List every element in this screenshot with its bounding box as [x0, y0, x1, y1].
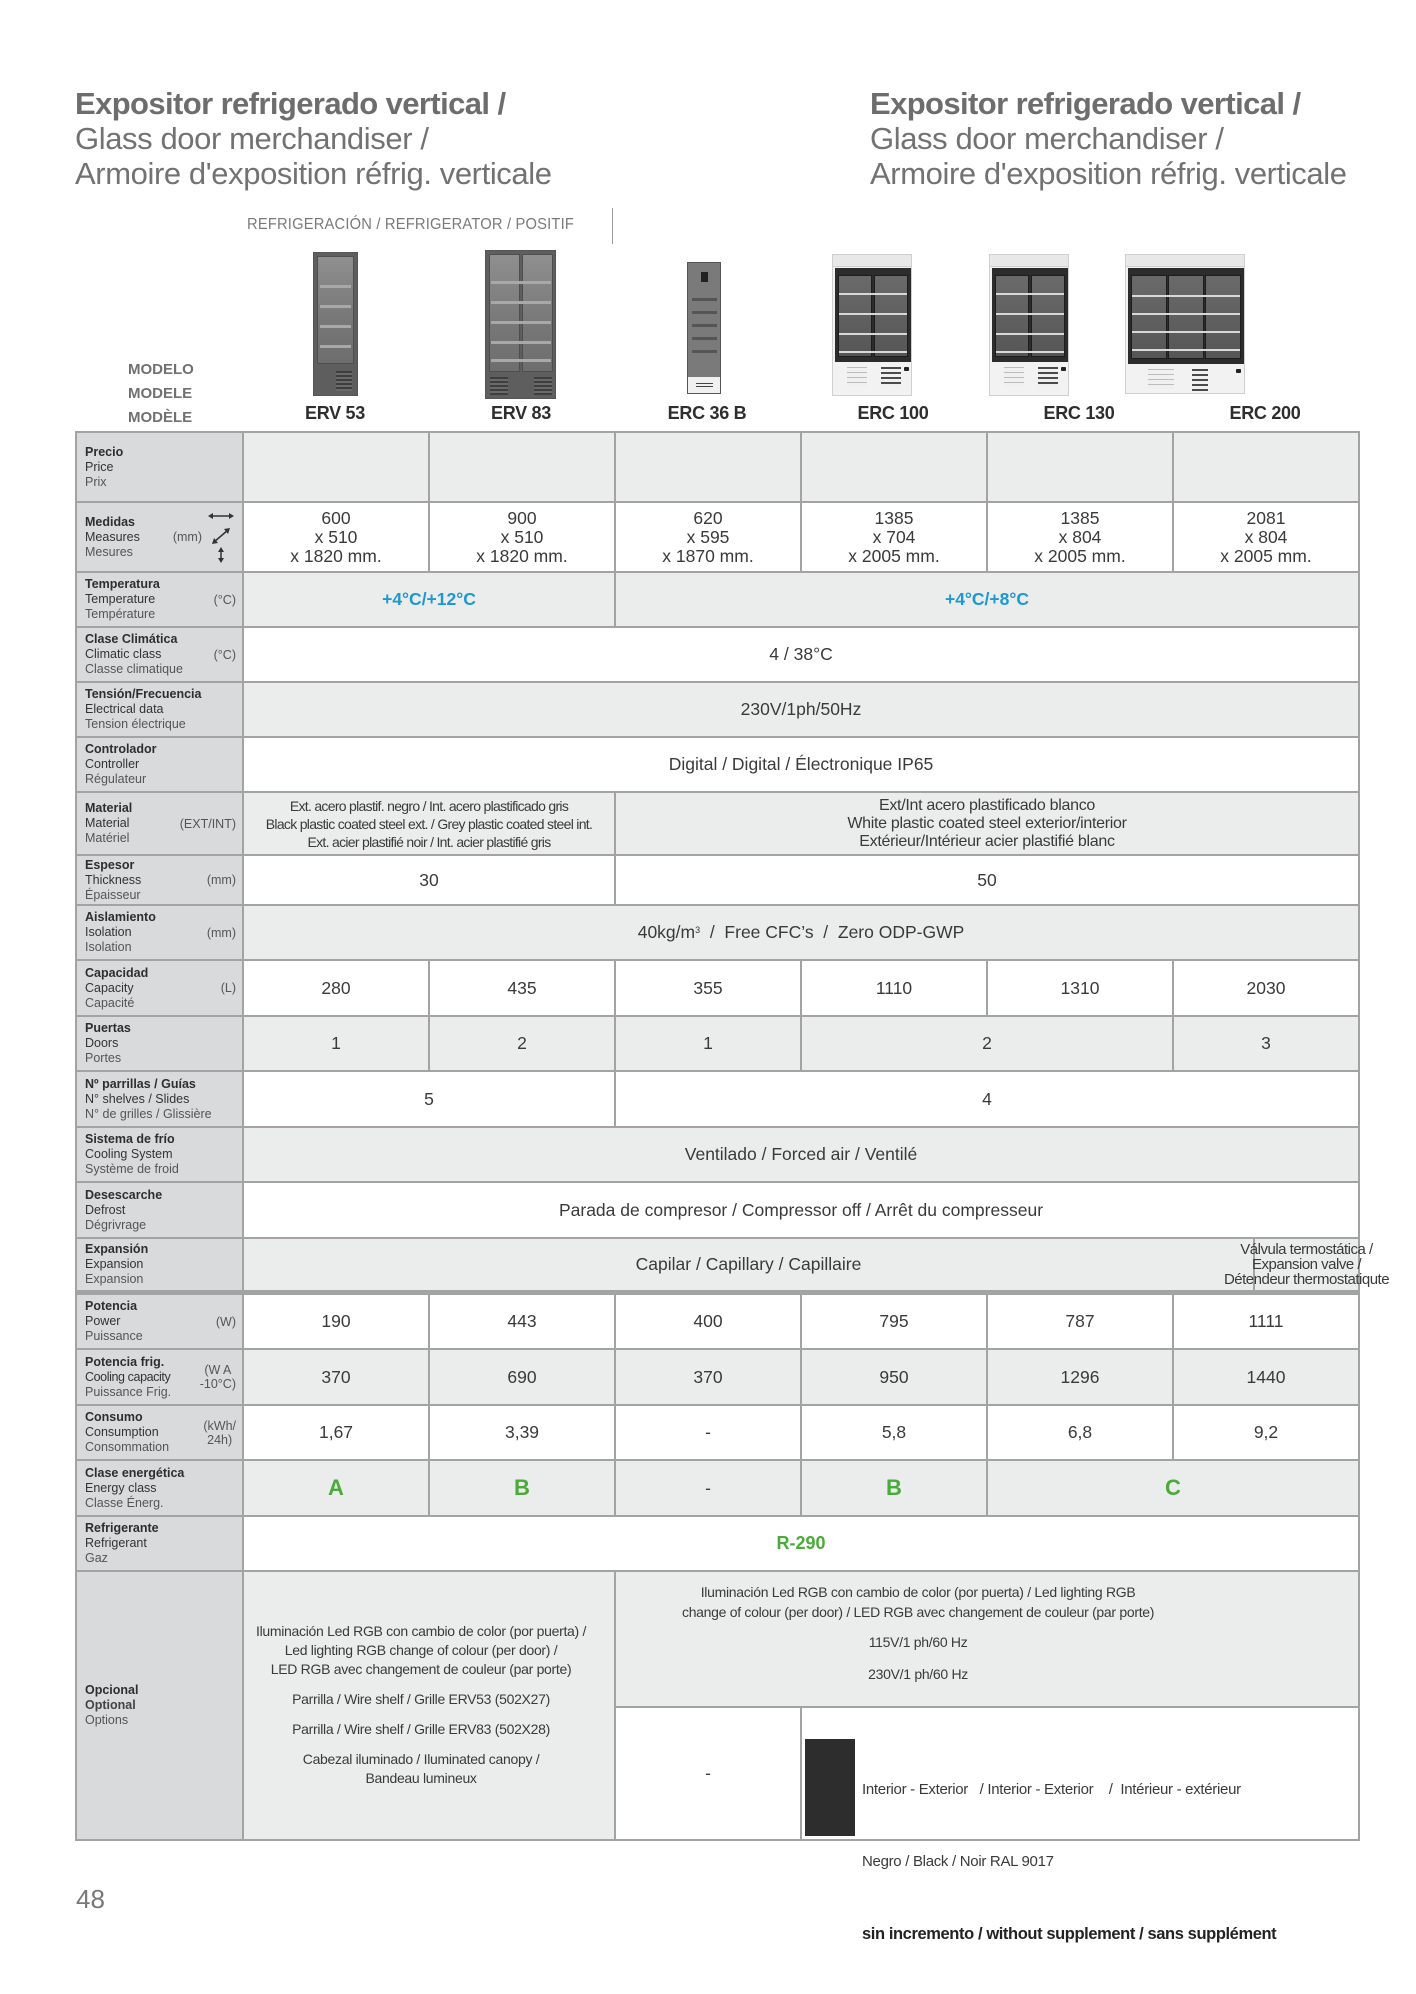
row-label-isolation: Aislamiento Isolation Isolation (mm) [77, 906, 244, 961]
capacity-erc200: 2030 [1174, 961, 1358, 1017]
doors-erc100-130: 2 [802, 1017, 1174, 1072]
product-image-erc200 [1125, 254, 1245, 394]
thickness-erc: 50 [616, 856, 1358, 906]
consumption-erc100: 5,8 [802, 1406, 988, 1461]
color-swatch-black [805, 1739, 855, 1836]
title-spanish: Expositor refrigerado vertical / [870, 86, 1301, 121]
color-option-placement: Interior - Exterior / Interior - Exterior / Intérieur - extérieur [862, 1781, 1241, 1798]
capacity-erc36b: 355 [616, 961, 802, 1017]
cooling-system-value: Ventilado / Forced air / Ventilé [244, 1128, 1358, 1183]
model-name-erc36b: ERC 36 B [667, 403, 747, 423]
row-label-doors: Puertas Doors Portes [77, 1017, 244, 1072]
row-label-defrost: Desescarche Defrost Dégrivrage [77, 1183, 244, 1239]
cooling-capacity-erc100: 950 [802, 1350, 988, 1406]
option-wire-shelf-erv83: Parrilla / Wire shelf / Grille ERV83 (502X28) [292, 1721, 550, 1737]
price-cell [1174, 433, 1358, 503]
row-label-refrigerant: Refrigerante Refrigerant Gaz [77, 1517, 244, 1572]
row-label-options: Opcional Optional Options [77, 1572, 244, 1839]
row-label-cooling-system: Sistema de frío Cooling System Système de froid [77, 1128, 244, 1183]
power-erv53: 190 [244, 1295, 430, 1350]
options-erv [244, 1572, 616, 1839]
model-name-erc130: ERC 130 [1043, 403, 1115, 423]
shelves-erc: 4 [616, 1072, 1358, 1128]
climatic-class-value: 4 / 38°C [244, 628, 1358, 683]
option-voltage-230v: 230V/1 ph/60 Hz [868, 1666, 968, 1682]
thickness-erv: 30 [244, 856, 616, 906]
energy-class-erc36b: - [616, 1461, 802, 1517]
option-voltage-115v: 115V/1 ph/60 Hz [868, 1634, 968, 1650]
section-label: REFRIGERACIÓN / REFRIGERATOR / POSITIF [247, 216, 575, 233]
product-image-erv53 [313, 252, 358, 396]
temperature-erv: +4°C/+12°C [244, 573, 616, 628]
model-caption-fr: MODÈLE [128, 409, 193, 426]
capacity-erv53: 280 [244, 961, 430, 1017]
row-label-electrical: Tensión/Frecuencia Electrical data Tension électrique [77, 683, 244, 738]
title-french: Armoire d'exposition réfrig. verticale [870, 156, 1347, 191]
row-label-cooling-capacity: Potencia frig. Cooling capacity Puissance Frig. (W A -10°C) [77, 1350, 244, 1406]
row-label-consumption: Consumo Consumption Consommation (kWh/ 24h) [77, 1406, 244, 1461]
page-number: 48 [76, 1884, 105, 1914]
expansion-value: Capilar / Capillary / Capillaire [244, 1239, 1255, 1295]
power-erv83: 443 [430, 1295, 616, 1350]
energy-class-erc130-200: C [988, 1461, 1358, 1517]
expansion-erc200: Válvula termostática / Expansion valve / Détendeur thermostatiqute [1255, 1239, 1358, 1295]
consumption-erc130: 6,8 [988, 1406, 1174, 1461]
cooling-capacity-erc36b: 370 [616, 1350, 802, 1406]
option-wire-shelf-erv53: Parrilla / Wire shelf / Grille ERV53 (502X27) [292, 1691, 550, 1707]
title-english: Glass door merchandiser / [75, 121, 429, 156]
section-divider [612, 208, 613, 244]
options-erc-top [616, 1572, 1358, 1708]
doors-erc200: 3 [1174, 1017, 1358, 1072]
title-english: Glass door merchandiser / [870, 121, 1224, 156]
row-label-thickness: Espesor Thickness Épaisseur (mm) [77, 856, 244, 906]
power-erc36b: 400 [616, 1295, 802, 1350]
page-title-left [75, 86, 552, 191]
model-name-erc100: ERC 100 [857, 403, 929, 423]
title-french: Armoire d'exposition réfrig. verticale [75, 156, 552, 191]
energy-class-erv83: B [430, 1461, 616, 1517]
doors-erc36b: 1 [616, 1017, 802, 1072]
defrost-value: Parada de compresor / Compressor off / Arrêt du compresseur [244, 1183, 1358, 1239]
title-spanish: Expositor refrigerado vertical / [75, 86, 506, 121]
color-option-ral: Negro / Black / Noir RAL 9017 [862, 1853, 1054, 1870]
measures-cell-erc36b: 620 x 595 x 1870 mm. [616, 503, 802, 573]
color-option-supplement: sin incremento / without supplement / sans supplément [862, 1925, 1277, 1943]
cooling-capacity-erv83: 690 [430, 1350, 616, 1406]
energy-class-erv53: A [244, 1461, 430, 1517]
row-label-controller: Controlador Controller Régulateur [77, 738, 244, 793]
row-label-material: Material Material Matériel (EXT/INT) [77, 793, 244, 856]
refrigerant-value: R-290 [244, 1517, 1358, 1572]
power-erc100: 795 [802, 1295, 988, 1350]
power-erc130: 787 [988, 1295, 1174, 1350]
isolation-value: 40kg/m $^3$ / Free CFC’s / Zero ODP-GWP [244, 906, 1358, 961]
model-name-erv83: ERV 83 [491, 403, 551, 423]
row-label-price: Precio Price Prix [77, 433, 244, 503]
doors-erv83: 2 [430, 1017, 616, 1072]
product-image-erv83 [485, 250, 556, 399]
capacity-erc100: 1110 [802, 961, 988, 1017]
energy-class-erc100: B [802, 1461, 988, 1517]
temperature-erc: +4°C/+8°C [616, 573, 1358, 628]
option-illuminated-canopy: Cabezal iluminado / Iluminated canopy / Bandeau lumineux [302, 1751, 540, 1786]
consumption-erc200: 9,2 [1174, 1406, 1358, 1461]
capacity-erc130: 1310 [988, 961, 1174, 1017]
power-erc200: 1111 [1174, 1295, 1358, 1350]
controller-value: Digital / Digital / Électronique IP65 [244, 738, 1358, 793]
consumption-erv83: 3,39 [430, 1406, 616, 1461]
consumption-erc36b: - [616, 1406, 802, 1461]
model-caption-es: MODELO [128, 361, 194, 378]
measures-cell-erc200: 2081 x 804 x 2005 mm. [1174, 503, 1358, 573]
price-cell [802, 433, 988, 503]
product-image-erc130 [989, 254, 1069, 396]
option-led-lighting-erc: Iluminación Led RGB con cambio de color (por puerta) / Led lighting RGB change of colour (per door) / LED RGB avec changement de couleur (par porte) [682, 1584, 1155, 1620]
shelves-erv: 5 [244, 1072, 616, 1128]
material-erc: Ext/Int acero plastificado blanco White plastic coated steel exterior/interior Extérieur/Intérieur acier plastifié blanc [616, 793, 1358, 856]
page-title-right [870, 86, 1347, 191]
dimension-arrows-icon [208, 509, 234, 563]
row-label-measures: Medidas Measures Mesures (mm) [77, 503, 244, 573]
model-caption-en: MODELE [128, 385, 193, 402]
model-name-erc200: ERC 200 [1229, 403, 1301, 423]
row-label-capacity: Capacidad Capacity Capacité (L) [77, 961, 244, 1017]
capacity-erv83: 435 [430, 961, 616, 1017]
option-led-lighting-erv: Iluminación Led RGB con cambio de color (por puerta) / Led lighting RGB change of colour (per door) / LED RGB avec changement de couleur (par porte) [256, 1623, 587, 1677]
price-cell [430, 433, 616, 503]
measures-cell-erv53: 600 x 510 x 1820 mm. [244, 503, 430, 573]
product-image-erc100 [832, 254, 912, 396]
consumption-erv53: 1,67 [244, 1406, 430, 1461]
options-erc36b: - [616, 1708, 802, 1839]
price-cell [988, 433, 1174, 503]
row-label-temperature: Temperatura Temperature Température (°C) [77, 573, 244, 628]
product-image-erc36b [687, 262, 721, 394]
options-color-finish [802, 1708, 1358, 1943]
measures-cell-erc100: 1385 x 704 x 2005 mm. [802, 503, 988, 573]
price-cell [616, 433, 802, 503]
row-label-shelves: Nº parrillas / Guías N° shelves / Slides N° de grilles / Glissière [77, 1072, 244, 1128]
price-cell [244, 433, 430, 503]
row-label-expansion: Expansión Expansion Expansion [77, 1239, 244, 1295]
cooling-capacity-erv53: 370 [244, 1350, 430, 1406]
row-label-power: Potencia Power Puissance (W) [77, 1295, 244, 1350]
cooling-capacity-erc130: 1296 [988, 1350, 1174, 1406]
doors-erv53: 1 [244, 1017, 430, 1072]
row-label-energy-class: Clase energética Energy class Classe Énerg. [77, 1461, 244, 1517]
row-label-climatic: Clase Climática Climatic class Classe climatique (°C) [77, 628, 244, 683]
electrical-value: 230V/1ph/50Hz [244, 683, 1358, 738]
model-caption [128, 358, 194, 430]
cooling-capacity-erc200: 1440 [1174, 1350, 1358, 1406]
measures-cell-erv83: 900 x 510 x 1820 mm. [430, 503, 616, 573]
model-name-erv53: ERV 53 [305, 403, 365, 423]
material-erv: Ext. acero plastif. negro / Int. acero plastificado gris Black plastic coated steel ext. / Grey plastic coated steel int. Ext. acier plastifié noir / Int. acier plastifié gris [244, 793, 616, 856]
measures-cell-erc130: 1385 x 804 x 2005 mm. [988, 503, 1174, 573]
